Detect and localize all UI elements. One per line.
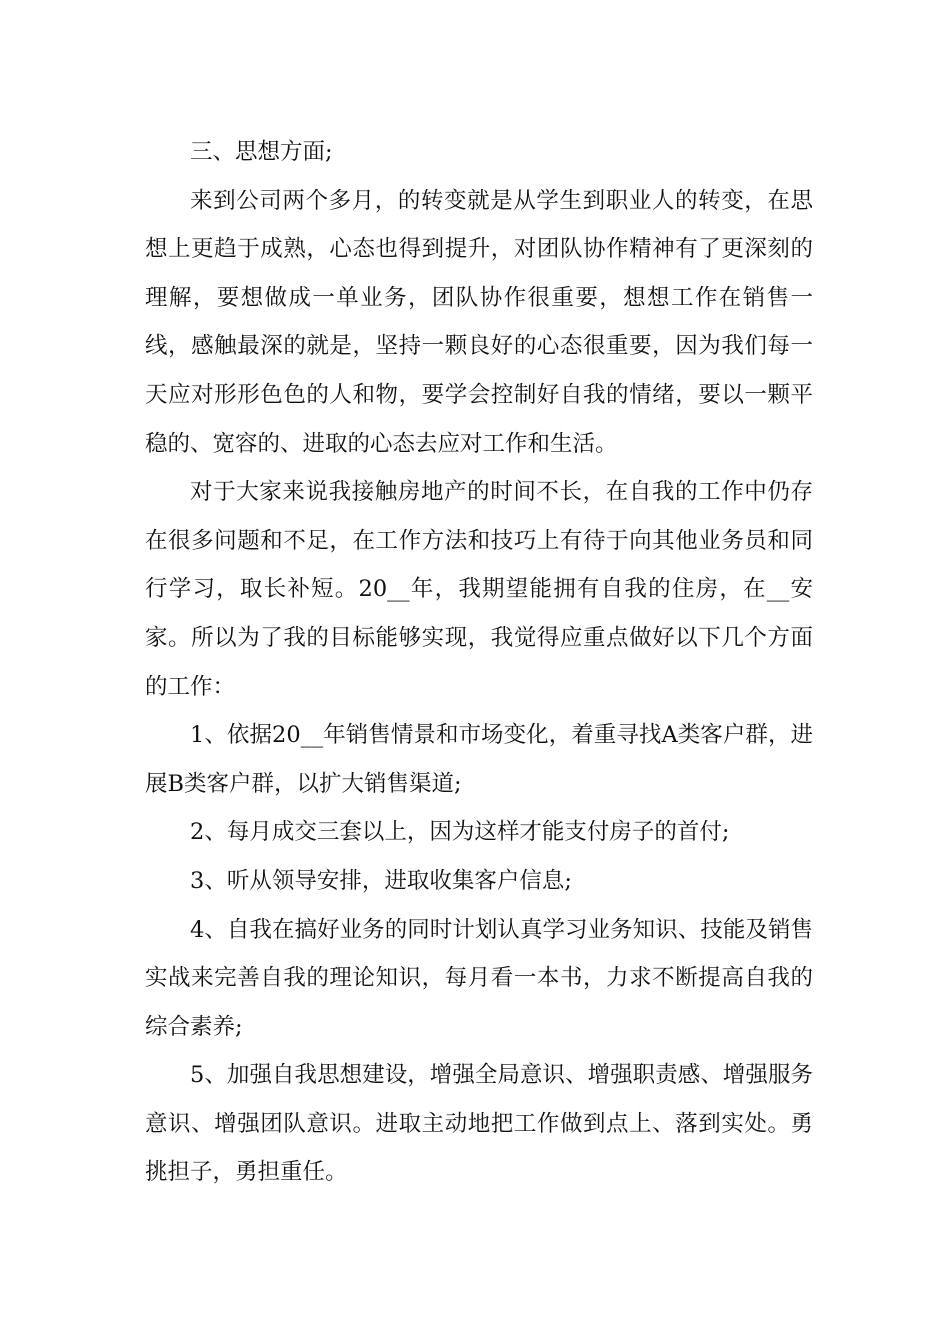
list-item: 2、每月成交三套以上，因为这样才能支付房子的首付; (190, 819, 730, 846)
list-item: 1、依据20__年销售情景和市场变化，着重寻找A类客户群，进展B类客户群，以扩大销售渠道; (145, 722, 813, 797)
section-heading: 三、思想方面; (190, 139, 333, 165)
list-item: 4、自我在搞好业务的同时计划认真学习业务知识、技能及销售实战来完善自我的理论知识，每月看一本书，力求不断提高自我的综合素养; (145, 916, 813, 1040)
list-item: 5、加强自我思想建设，增强全局意识、增强职责感、增强服务意识、增强团队意识。进取主动地把工作做到点上、落到实处。勇挑担子，勇担重任。 (145, 1062, 813, 1186)
list-item: 3、听从领导安排，进取收集客户信息; (190, 867, 572, 894)
document-body (145, 128, 813, 1197)
paragraph: 对于大家来说我接触房地产的时间不长，在自我的工作中仍存在很多问题和不足，在工作方法和技巧上有待于向其他业务员和同行学习，取长补短。20__年，我期望能拥有自我的住房，在__安家。所以为了我的目标能够实现，我觉得应重点做好以下几个方面的工作： (145, 479, 813, 700)
paragraph: 来到公司两个多月，的转变就是从学生到职业人的转变，在思想上更趋于成熟，心态也得到提升，对团队协作精神有了更深刻的理解，要想做成一单业务，团队协作很重要，想想工作在销售一线，感触最深的就是，坚持一颗良好的心态很重要，因为我们每一天应对形形色色的人和物，要学会控制好自我的情绪，要以一颗平稳的、宽容的、进取的心态去应对工作和生活。 (145, 187, 813, 457)
